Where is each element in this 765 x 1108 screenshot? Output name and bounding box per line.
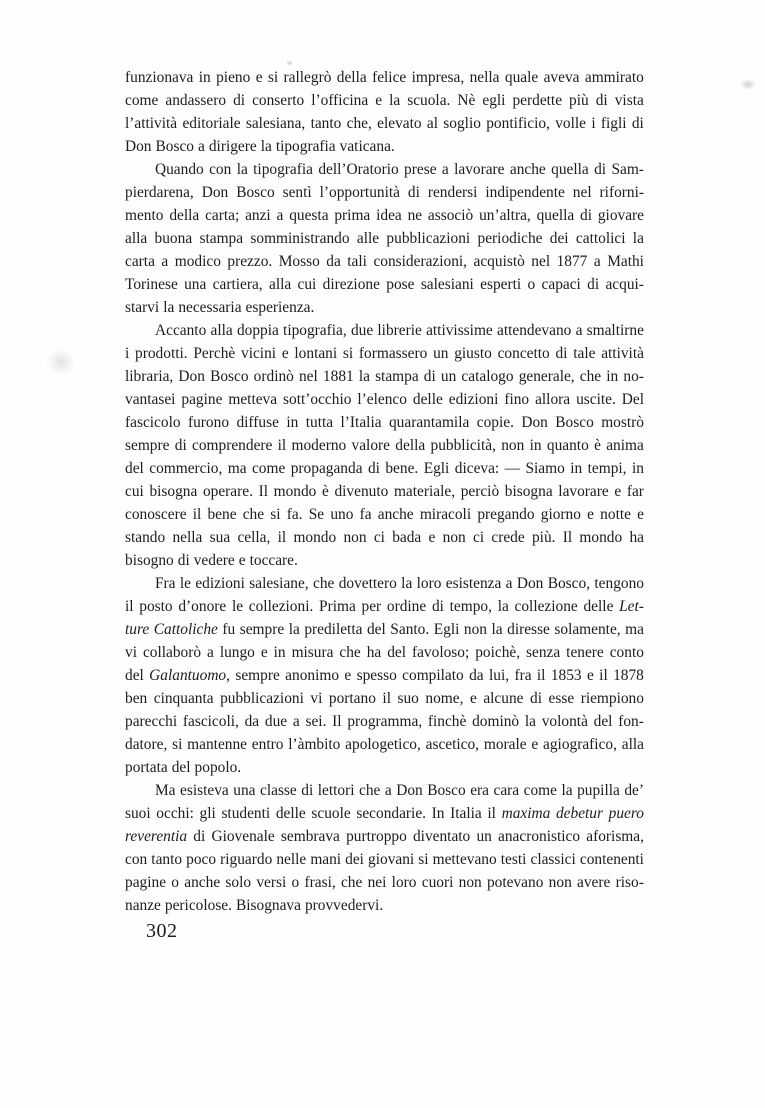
- text-line: pagine o anche solo versi o frasi, che nei loro cuori non potevano non avere riso-: [125, 874, 644, 891]
- paragraph: [125, 158, 644, 319]
- text-line: vi collaborò a lungo e in misura che ha del favoloso; poichè, senza tenere conto: [125, 644, 644, 661]
- text-line: pierdarena, Don Bosco sentì l’opportunità di rendersi indipendente nel riforni-: [125, 184, 644, 201]
- text-line: bisogno di vedere e toccare.: [125, 552, 298, 569]
- text-line: Quando con la tipografia dell’Oratorio prese a lavorare anche quella di Sam-: [155, 161, 644, 178]
- paragraph: [125, 66, 644, 158]
- text-line: del Galantuomo, sempre anonimo e spesso compilato da lui, fra il 1853 e il 1878: [125, 667, 644, 684]
- text-line: come andassero di conserto l’officina e la scuola. Nè egli perdette più di vista: [125, 92, 644, 109]
- text-line: conoscere il bene che si fa. Se uno fa anche miracoli pregando giorno e notte e: [125, 506, 644, 523]
- text-line: cui bisogna operare. Il mondo è divenuto materiale, perciò bisogna lavorare e far: [125, 483, 644, 500]
- paragraph: [125, 572, 644, 779]
- text-line: portata del popolo.: [125, 759, 242, 776]
- scan-artifact: [46, 348, 76, 376]
- page-text: [125, 66, 644, 917]
- text-line: Ma esisteva una classe di lettori che a Don Bosco era cara come la pupilla de’: [155, 782, 644, 799]
- text-line: datore, si mantenne entro l’àmbito apologetico, ascetico, morale e agiografico, alla: [125, 736, 644, 753]
- text-line: l’attività editoriale salesiana, tanto che, elevato al soglio pontificio, volle i figli di: [125, 115, 644, 132]
- text-line: parecchi fascicoli, da due a sei. Il programma, finchè dominò la volontà del fon-: [125, 713, 644, 730]
- text-line: carta a modico prezzo. Mosso da tali considerazioni, acquistò nel 1877 a Mathi: [125, 253, 644, 270]
- page-number: 302: [146, 920, 178, 942]
- text-line: starvi la necessaria esperienza.: [125, 299, 315, 316]
- text-line: vantasei pagine metteva sott’occhio l’elenco delle edizioni fino allora uscite. Del: [125, 391, 644, 408]
- text-line: alla buona stampa somministrando alle pubblicazioni periodiche dei cattolici la: [125, 230, 644, 247]
- text-line: i prodotti. Perchè vicini e lontani si formassero un giusto concetto di tale attività: [125, 345, 644, 362]
- text-line: del commercio, ma come propaganda di bene. Egli diceva: — Siamo in tempi, in: [125, 460, 644, 477]
- text-line: fascicolo furono diffuse in tutta l’Italia quarantamila copie. Don Bosco mostrò: [125, 414, 644, 431]
- paragraph: [125, 779, 644, 917]
- text-line: reverentia di Giovenale sembrava purtroppo diventato un anacronistico aforisma,: [125, 828, 644, 845]
- text-line: Accanto alla doppia tipografia, due librerie attivissime attendevano a smaltirne: [155, 322, 644, 339]
- text-line: mento della carta; anzi a questa prima idea ne associò un’altra, quella di giovare: [125, 207, 644, 224]
- text-line: libraria, Don Bosco ordinò nel 1881 la stampa di un catalogo generale, che in no-: [125, 368, 644, 385]
- text-line: Torinese una cartiera, alla cui direzione pose salesiani esperti o capaci di acqui-: [125, 276, 644, 293]
- text-line: ben cinquanta pubblicazioni vi portano il suo nome, e alcune di esse riempiono: [125, 690, 644, 707]
- paragraph: [125, 319, 644, 572]
- text-line: stando nella sua cella, il mondo non ci bada e non ci crede più. Il mondo ha: [125, 529, 644, 546]
- text-line: suoi occhi: gli studenti delle scuole secondarie. In Italia il maxima debetur puero: [125, 805, 644, 822]
- text-line: il posto d’onore le collezioni. Prima per ordine di tempo, la collezione delle Let-: [125, 598, 644, 615]
- text-line: con tanto poco riguardo nelle mani dei giovani si mettevano testi classici contenenti: [125, 851, 644, 868]
- scan-artifact: [740, 79, 756, 90]
- text-line: Don Bosco a dirigere la tipografia vaticana.: [125, 138, 395, 155]
- text-line: Fra le edizioni salesiane, che dovettero la loro esistenza a Don Bosco, tengono: [155, 575, 644, 592]
- text-line: ture Cattoliche fu sempre la prediletta del Santo. Egli non la diresse solamente, ma: [125, 621, 644, 638]
- text-line: nanze pericolose. Bisognava provvedervi.: [125, 897, 384, 914]
- text-line: funzionava in pieno e si rallegrò della felice impresa, nella quale aveva ammirato: [125, 69, 644, 86]
- text-line: sempre di comprendere il moderno valore della pubblicità, non in quanto è anima: [125, 437, 644, 454]
